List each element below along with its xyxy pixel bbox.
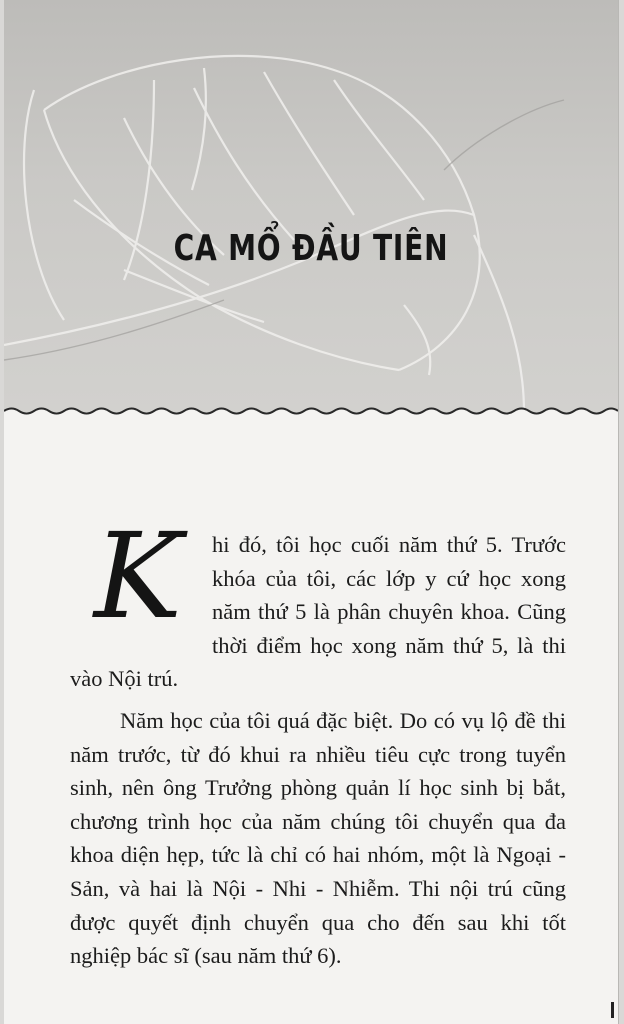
- chapter-body: [70, 507, 566, 973]
- paragraph-1: [70, 507, 566, 696]
- paragraph-2: Năm học của tôi quá đặc biệt. Do có vụ lộ đề thi năm trước, từ đó khui ra nhiều tiêu cực trong tuyển sinh, nên ông Trưởng phòng quản lí học sinh bị bắt, chương trình học của năm chúng tôi chuyển qua đa khoa diện hẹp, tức là chỉ có hai nhóm, một là Ngoại - Sản, và hai là Nội - Nhi - Nhiễm. Thi nội trú cũng được quyết định chuyển qua cho đến sau khi tốt nghiệp bác sĩ (sau năm thứ 6).: [70, 707, 566, 969]
- wavy-divider-icon: [4, 402, 618, 422]
- dropcap-letter: K: [93, 507, 183, 645]
- paragraph-1-text: hi đó, tôi học cuối năm thứ 5. Trước khóa của tôi, các lớp y cứ học xong năm thứ 5 là phân chuyên khoa. Cũng thời điểm học xong năm thứ 5, là thi vào Nội trú.: [70, 532, 566, 692]
- leaf-line-art-icon: [4, 0, 618, 412]
- page-edge-mark: [611, 1002, 614, 1018]
- chapter-header-band: [4, 0, 618, 412]
- chapter-title: CA MỔ ĐẦU TIÊN: [173, 228, 449, 269]
- book-page: [4, 0, 619, 1024]
